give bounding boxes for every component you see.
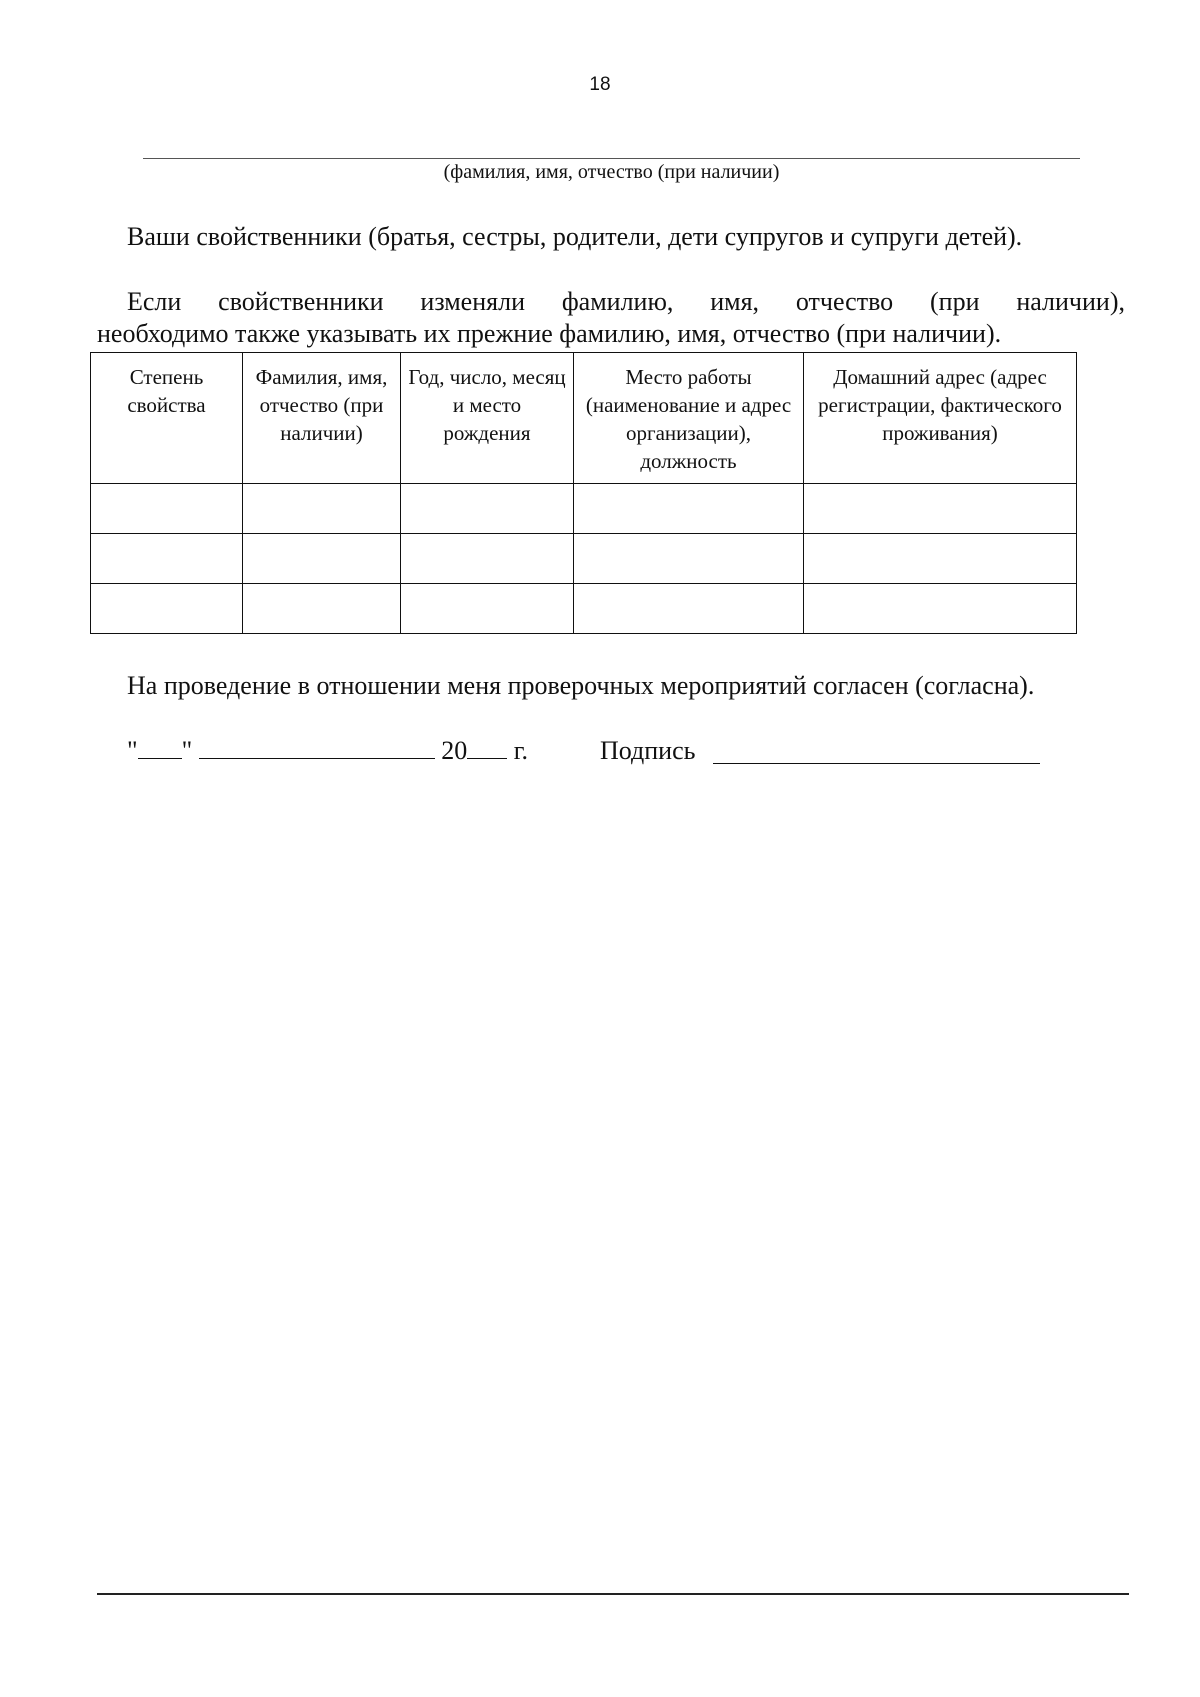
date-open-quote: " [127, 736, 138, 765]
col-header-relation-degree: Степень свойства [91, 353, 243, 484]
table-cell[interactable] [91, 534, 243, 584]
table-cell[interactable] [574, 534, 804, 584]
day-blank[interactable] [138, 736, 182, 759]
signature-label: Подпись [600, 736, 696, 765]
table-cell[interactable] [401, 484, 574, 534]
table-cell[interactable] [804, 484, 1077, 534]
table-cell[interactable] [401, 584, 574, 634]
col-header-workplace: Место работы (наименование и адрес организации), должность [574, 353, 804, 484]
table-row [91, 534, 1077, 584]
table-row [91, 484, 1077, 534]
date-field [127, 735, 528, 767]
name-change-instruction-line2: необходимо также указывать их прежние фамилию, имя, отчество (при наличии). [97, 319, 1002, 348]
table-row [91, 584, 1077, 634]
col-header-birth-date-place: Год, число, месяц и место рождения [401, 353, 574, 484]
year-prefix: 20 [441, 736, 468, 765]
table-cell[interactable] [804, 534, 1077, 584]
month-blank[interactable] [199, 736, 435, 759]
name-field-line[interactable] [143, 158, 1080, 159]
col-header-home-address: Домашний адрес (адрес регистрации, фактического проживания) [804, 353, 1077, 484]
consent-text: На проведение в отношении меня проверочных мероприятий согласен (согласна). [127, 671, 1035, 700]
year-blank[interactable] [467, 736, 507, 759]
table-header-row [91, 353, 1077, 484]
name-field-caption: (фамилия, имя, отчество (при наличии) [443, 161, 780, 183]
table-cell[interactable] [401, 534, 574, 584]
page-number: 18 [589, 74, 611, 95]
signature-blank[interactable] [713, 763, 1040, 764]
table-cell[interactable] [574, 584, 804, 634]
col-header-full-name: Фамилия, имя, отчество (при наличии) [243, 353, 401, 484]
date-close-quote: " [181, 736, 193, 765]
year-suffix: г. [513, 736, 528, 765]
table-cell[interactable] [91, 584, 243, 634]
table-cell[interactable] [243, 534, 401, 584]
table-cell[interactable] [91, 484, 243, 534]
name-change-instruction-line1 [97, 286, 1125, 318]
relatives-instruction-text: Ваши свойственники (братья, сестры, родители, дети супругов и супруги детей). [127, 222, 1023, 251]
table-cell[interactable] [243, 584, 401, 634]
footer-divider [97, 1593, 1129, 1595]
name-change-instruction-text1: Если свойственники изменяли фамилию, имя, отчество (при наличии), [127, 287, 1125, 316]
relatives-instruction [97, 221, 1027, 253]
table-cell[interactable] [574, 484, 804, 534]
table-cell[interactable] [243, 484, 401, 534]
relatives-table [90, 352, 1077, 634]
consent-statement [97, 670, 1037, 702]
table-cell[interactable] [804, 584, 1077, 634]
